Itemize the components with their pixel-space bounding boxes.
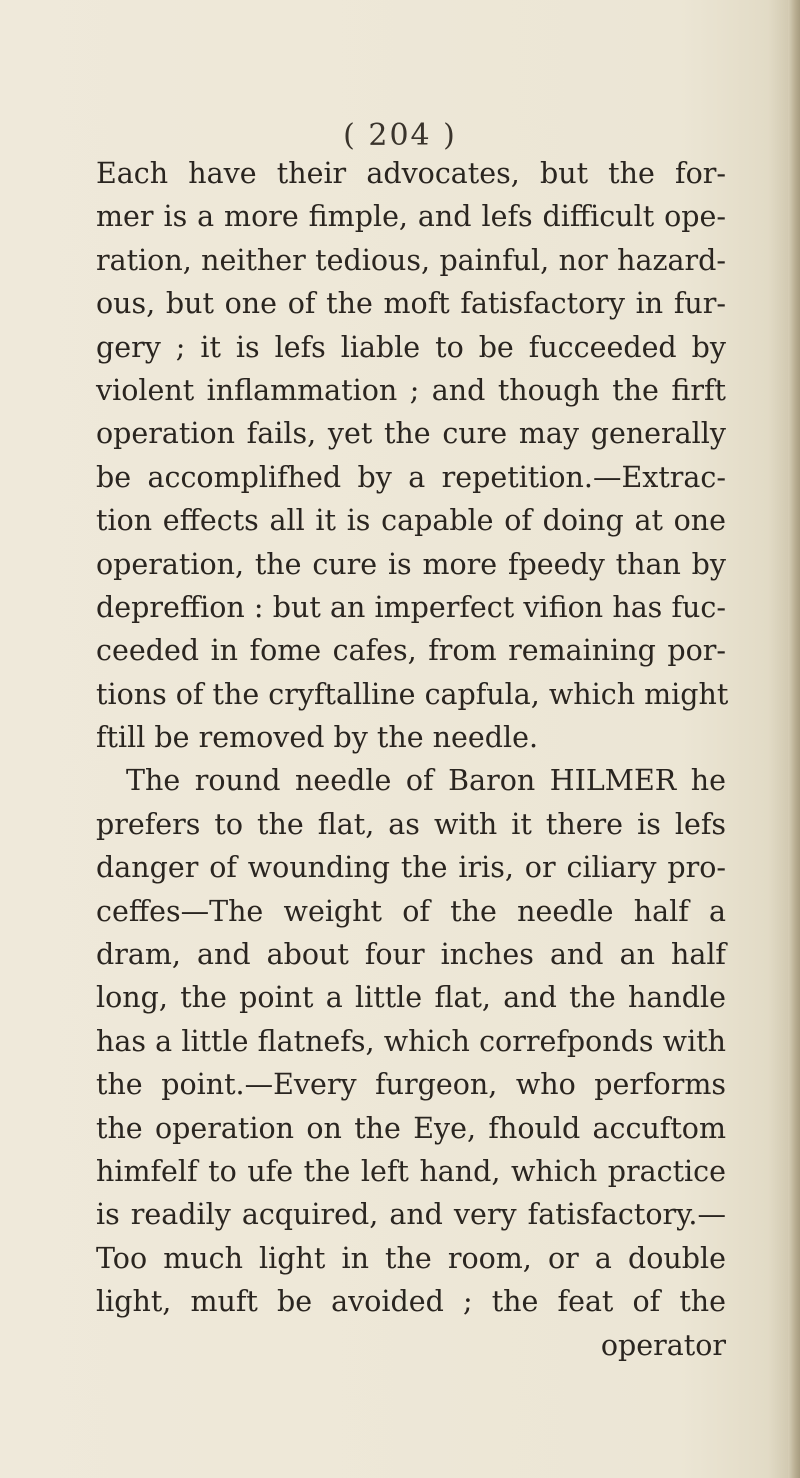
text-line: has a little flatnefs, which correfponds with [96, 1024, 726, 1058]
text-line: dram, and about four inches and an half [96, 938, 726, 972]
page-number-header: ( 204 ) [343, 118, 457, 153]
text-line: Each have their advocates, but the for- [96, 157, 726, 190]
text-line: gery ; it is lefs liable to be fucceeded by [96, 330, 726, 364]
text-line: prefers to the flat, as with it there is lefs [96, 807, 726, 841]
text-line: is readily acquired, and very fatisfactory.— [96, 1198, 726, 1232]
text-line: danger of wounding the iris, or ciliary pro- [96, 851, 726, 885]
text-line: the point.—Every furgeon, who performs [96, 1068, 726, 1102]
text-line: be accomplifhed by a repetition.—Extrac- [96, 460, 726, 494]
text-line: The round needle of Baron HILMER he [126, 764, 726, 798]
body-text [96, 152, 729, 1367]
text-line: the operation on the Eye, fhould accuftom [96, 1111, 726, 1145]
page-gutter-shadow [788, 0, 800, 1478]
text-line: ceeded in fome cafes, from remaining por- [96, 634, 726, 668]
text-line: Too much light in the room, or a double [96, 1241, 726, 1275]
text-line: ration, neither tedious, painful, nor hazard- [96, 243, 726, 277]
text-line: ceffes—The weight of the needle half a [96, 894, 726, 928]
text-line: ftill be removed by the needle. [96, 721, 539, 755]
text-line: violent inflammation ; and though the firft [96, 373, 726, 407]
text-line: himfelf to ufe the left hand, which practice [96, 1154, 726, 1188]
text-line: tion effects all it is capable of doing at one [96, 504, 726, 538]
text-line: mer is a more fimple, and lefs difficult ope- [96, 200, 726, 234]
text-line: long, the point a little flat, and the handle [96, 981, 726, 1015]
text-line: tions of the cryftalline capfula, which might [96, 677, 729, 711]
text-line: light, muft be avoided ; the feat of the [96, 1285, 726, 1319]
text-line: depreffion : but an imperfect vifion has fuc- [96, 590, 726, 624]
text-line: ous, but one of the moft fatisfactory in fur- [96, 287, 726, 321]
text-line: operation, the cure is more fpeedy than by [96, 547, 726, 581]
text-line: operation fails, yet the cure may generally [96, 417, 726, 451]
catchword: operator [600, 1328, 726, 1362]
